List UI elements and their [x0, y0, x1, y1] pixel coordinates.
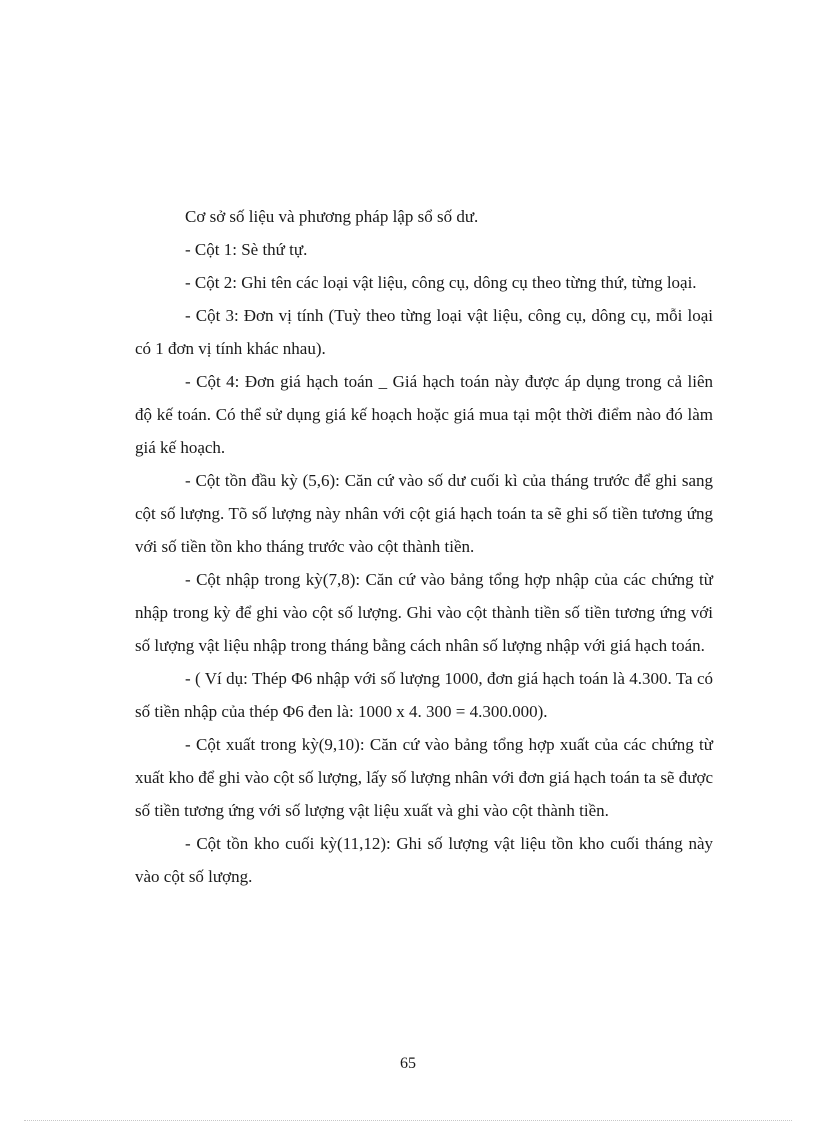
document-body — [135, 200, 713, 893]
paragraph-example: - ( Ví dụ: Thép Φ6 nhập với số lượng 1000, đơn giá hạch toán là 4.300. Ta có số tiền nhập của thép Φ6 đen là: 1000 x 4. 300 = 4.300.000). — [135, 669, 713, 721]
paragraph-column-4: - Cột 4: Đơn giá hạch toán _ Giá hạch toán này được áp dụng trong cả liên độ kế toán. Có thể sử dụng giá kế hoạch hoặc giá mua tại một thời điểm nào đó làm giá kế hoạch. — [135, 372, 713, 457]
paragraph-receipts: - Cột nhập trong kỳ(7,8): Căn cứ vào bảng tổng hợp nhập của các chứng từ nhập trong kỳ để ghi vào cột số lượng. Ghi vào cột thành tiền số tiền tương ứng với số lượng vật liệu nhập trong tháng bằng cách nhân số lượng nhập với giá hạch toán. — [135, 570, 713, 655]
page-number: 65 — [400, 1055, 416, 1072]
paragraph-column-3: - Cột 3: Đơn vị tính (Tuỳ theo từng loại vật liệu, công cụ, dông cụ, mỗi loại có 1 đơn vị tính khác nhau). — [135, 306, 713, 358]
paragraph-intro: Cơ sở số liệu và phương pháp lập sổ số dư. — [185, 207, 479, 226]
paragraph-column-2: - Cột 2: Ghi tên các loại vật liệu, công cụ, dông cụ theo từng thứ, từng loại. — [185, 273, 697, 292]
page-bottom-rule — [24, 1120, 792, 1121]
paragraph-column-1: - Cột 1: Sè thứ tự. — [185, 240, 308, 259]
paragraph-issues: - Cột xuất trong kỳ(9,10): Căn cứ vào bảng tổng hợp xuất của các chứng từ xuất kho để ghi vào cột số lượng, lấy số lượng nhân với đơn giá hạch toán ta sẽ được số tiền tương ứng với số lượng vật liệu xuất và ghi vào cột thành tiền. — [135, 735, 713, 820]
paragraph-closing-balance: - Cột tồn kho cuối kỳ(11,12): Ghi số lượng vật liệu tồn kho cuối tháng này vào cột số lượng. — [135, 834, 713, 886]
paragraph-opening-balance: - Cột tồn đầu kỳ (5,6): Căn cứ vào số dư cuối kì của tháng trước để ghi sang cột số lượng. Tõ số lượng này nhân với cột giá hạch toán ta sẽ ghi số tiền tương ứng với số tiền tồn kho tháng trước vào cột thành tiền. — [135, 471, 713, 556]
